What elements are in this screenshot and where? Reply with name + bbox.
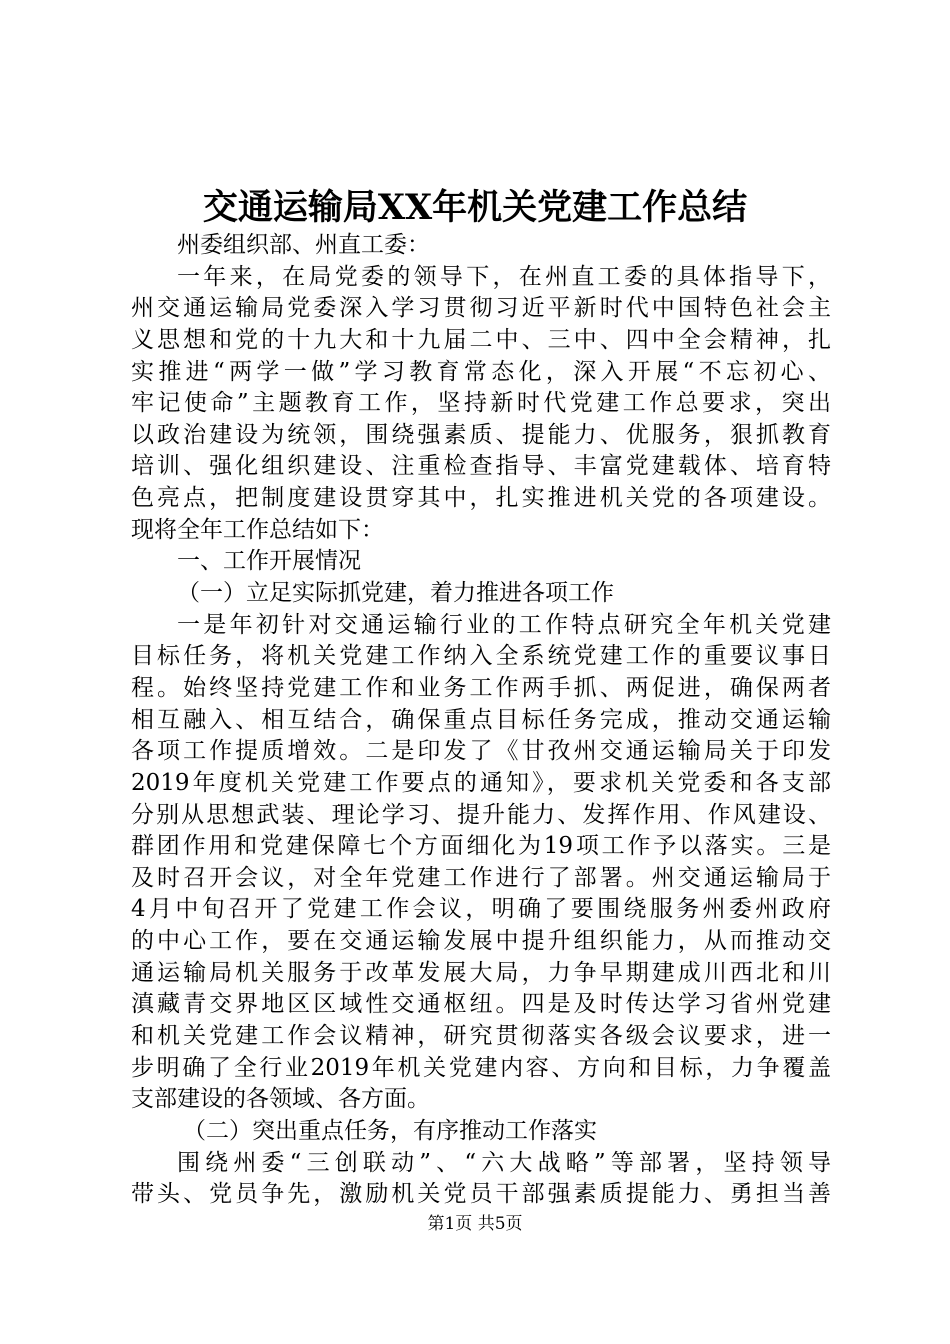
- page-footer: 第1页 共5页: [427, 1214, 523, 1234]
- subsection-heading: （一）立足实际抓党建，着力推进各项工作: [177, 580, 614, 607]
- body-line: 培训、强化组织建设、注重检查指导、丰富党建载体、培育特: [131, 453, 831, 480]
- body-line: 目标任务，将机关党建工作纳入全系统党建工作的重要议事日: [131, 643, 831, 670]
- body-line: 程。始终坚持党建工作和业务工作两手抓、两促进，确保两者: [131, 674, 831, 701]
- body-line: 和机关党建工作会议精神，研究贯彻落实各级会议要求，进一: [131, 1023, 831, 1050]
- body-line: 牢记使命”主题教育工作，坚持新时代党建工作总要求，突出: [131, 390, 831, 417]
- body-line: 各项工作提质增效。二是印发了《甘孜州交通运输局关于印发: [131, 738, 831, 765]
- body-line: 现将全年工作总结如下：: [131, 516, 384, 543]
- body-line: 色亮点，把制度建设贯穿其中，扎实推进机关党的各项建设。: [131, 485, 831, 512]
- body-line: 州交通运输局党委深入学习贯彻习近平新时代中国特色社会主: [131, 295, 831, 322]
- body-line: 支部建设的各领域、各方面。: [131, 1086, 430, 1113]
- section-heading: 一、工作开展情况: [177, 548, 361, 575]
- body-line: 围绕州委“三创联动”、“六大战略”等部署，坚持领导: [177, 1149, 831, 1176]
- body-line: 带头、党员争先，激励机关党员干部强素质提能力、勇担当善: [131, 1181, 831, 1208]
- body-line: 一年来，在局党委的领导下，在州直工委的具体指导下，: [177, 263, 831, 290]
- body-line: 及时召开会议，对全年党建工作进行了部署。州交通运输局于: [131, 864, 831, 891]
- document-body: [131, 230, 831, 1211]
- body-line: 实推进“两学一做”学习教育常态化，深入开展“不忘初心、: [131, 358, 831, 385]
- body-line: 相互融入、相互结合，确保重点目标任务完成，推动交通运输: [131, 706, 831, 733]
- body-line: 分别从思想武装、理论学习、提升能力、发挥作用、作风建设、: [131, 801, 831, 828]
- subsection-heading: （二）突出重点任务，有序推动工作落实: [183, 1117, 597, 1144]
- body-line: 的中心工作，要在交通运输发展中提升组织能力，从而推动交: [131, 928, 831, 955]
- body-line: 2019年度机关党建工作要点的通知》，要求机关党委和各支部: [131, 769, 831, 796]
- body-line: 州委组织部、州直工委：: [177, 232, 430, 258]
- body-line: 以政治建设为统领，围绕强素质、提能力、优服务，狠抓教育: [131, 421, 831, 448]
- body-line: 一是年初针对交通运输行业的工作特点研究全年机关党建: [177, 611, 831, 638]
- body-line: 4月中旬召开了党建工作会议，明确了要围绕服务州委州政府: [131, 896, 831, 923]
- body-line: 义思想和党的十九大和十九届二中、三中、四中全会精神，扎: [131, 326, 831, 353]
- body-line: 步明确了全行业2019年机关党建内容、方向和目标，力争覆盖: [131, 1054, 831, 1081]
- body-line: 群团作用和党建保障七个方面细化为19项工作予以落实。三是: [131, 833, 831, 860]
- body-line: 滇藏青交界地区区域性交通枢纽。四是及时传达学习省州党建: [131, 991, 831, 1018]
- body-line: 通运输局机关服务于改革发展大局，力争早期建成川西北和川: [131, 959, 831, 986]
- document-title: 交通运输局XX年机关党建工作总结: [202, 187, 748, 228]
